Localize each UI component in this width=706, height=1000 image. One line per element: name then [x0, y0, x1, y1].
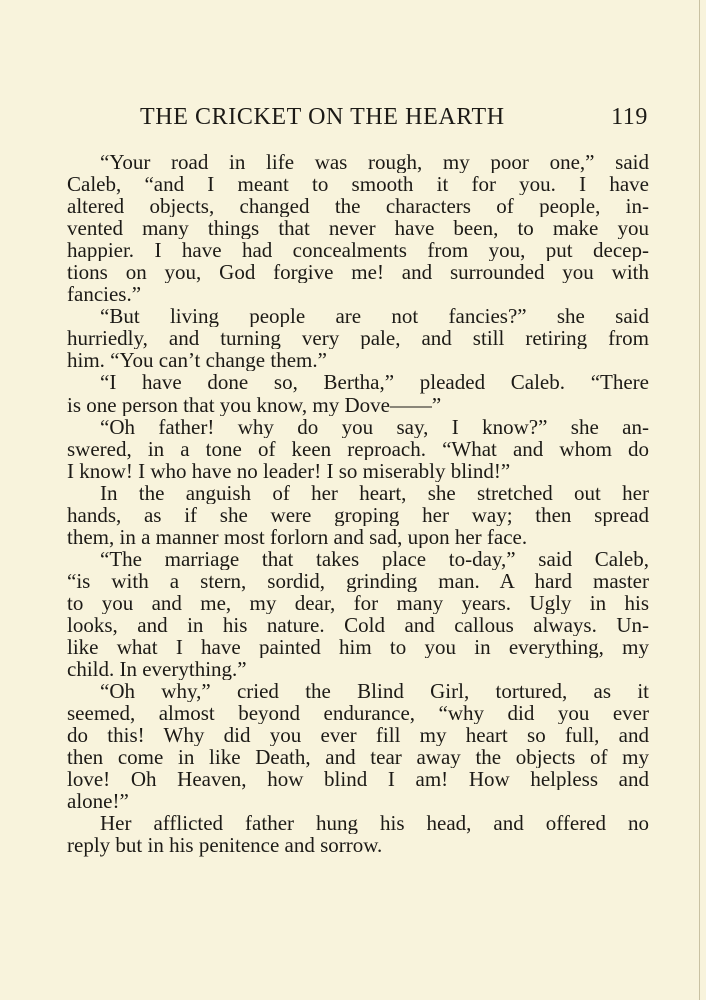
- text-line: reply but in his penitence and sorrow.: [67, 834, 383, 857]
- text-line: altered objects, changed the characters of people, in-: [67, 195, 649, 218]
- text-line: “Your road in life was rough, my poor one,” said: [100, 151, 649, 174]
- text-line: “is with a stern, sordid, grinding man. A hard master: [67, 569, 649, 592]
- text-line: hurriedly, and turning very pale, and still retiring from: [67, 327, 649, 350]
- text-line: vented many things that never have been, to make you: [67, 217, 649, 240]
- text-line: happier. I have had concealments from you, put decep-: [67, 239, 649, 262]
- text-line: In the anguish of her heart, she stretched out her: [100, 481, 649, 504]
- text-line: tions on you, God forgive me! and surrounded you with: [67, 261, 649, 284]
- text-line: hands, as if she were groping her way; then spread: [67, 503, 649, 526]
- text-line: Caleb, “and I meant to smooth it for you. I have: [67, 173, 649, 196]
- page-number: 119: [611, 104, 648, 130]
- text-line: “But living people are not fancies?” she said: [100, 305, 649, 328]
- text-line: I know! I who have no leader! I so miserably blind!”: [67, 459, 511, 482]
- text-line: like what I have painted him to you in everything, my: [67, 636, 649, 659]
- text-line: “Oh why,” cried the Blind Girl, tortured, as it: [100, 680, 649, 703]
- text-line: them, in a manner most forlorn and sad, upon her face.: [67, 525, 528, 548]
- text-line: “I have done so, Bertha,” pleaded Caleb. “There: [100, 371, 649, 394]
- text-line: fancies.”: [67, 283, 142, 306]
- text-line: Her afflicted father hung his head, and offered no: [100, 812, 649, 835]
- text-line: do this! Why did you ever fill my heart so full, and: [67, 724, 649, 747]
- text-line: seemed, almost beyond endurance, “why did you ever: [67, 702, 649, 725]
- body-text: [67, 151, 649, 857]
- page-header: [140, 100, 650, 134]
- page-edge-line: [699, 0, 700, 1000]
- text-line: “Oh father! why do you say, I know?” she an-: [100, 415, 649, 438]
- text-line: him. “You can’t change them.”: [67, 349, 327, 372]
- text-line: is one person that you know, my Dove——”: [67, 393, 442, 416]
- text-line: “The marriage that takes place to-day,” said Caleb,: [100, 547, 649, 570]
- text-line: child. In everything.”: [67, 658, 247, 681]
- text-line: then come in like Death, and tear away the objects of my: [67, 746, 649, 769]
- text-line: love! Oh Heaven, how blind I am! How helpless and: [67, 768, 649, 791]
- running-title: THE CRICKET ON THE HEARTH: [140, 104, 505, 130]
- text-line: to you and me, my dear, for many years. Ugly in his: [67, 591, 649, 614]
- text-line: alone!”: [67, 790, 129, 813]
- text-line: swered, in a tone of keen reproach. “What and whom do: [67, 437, 649, 460]
- text-line: looks, and in his nature. Cold and callous always. Un-: [67, 613, 649, 637]
